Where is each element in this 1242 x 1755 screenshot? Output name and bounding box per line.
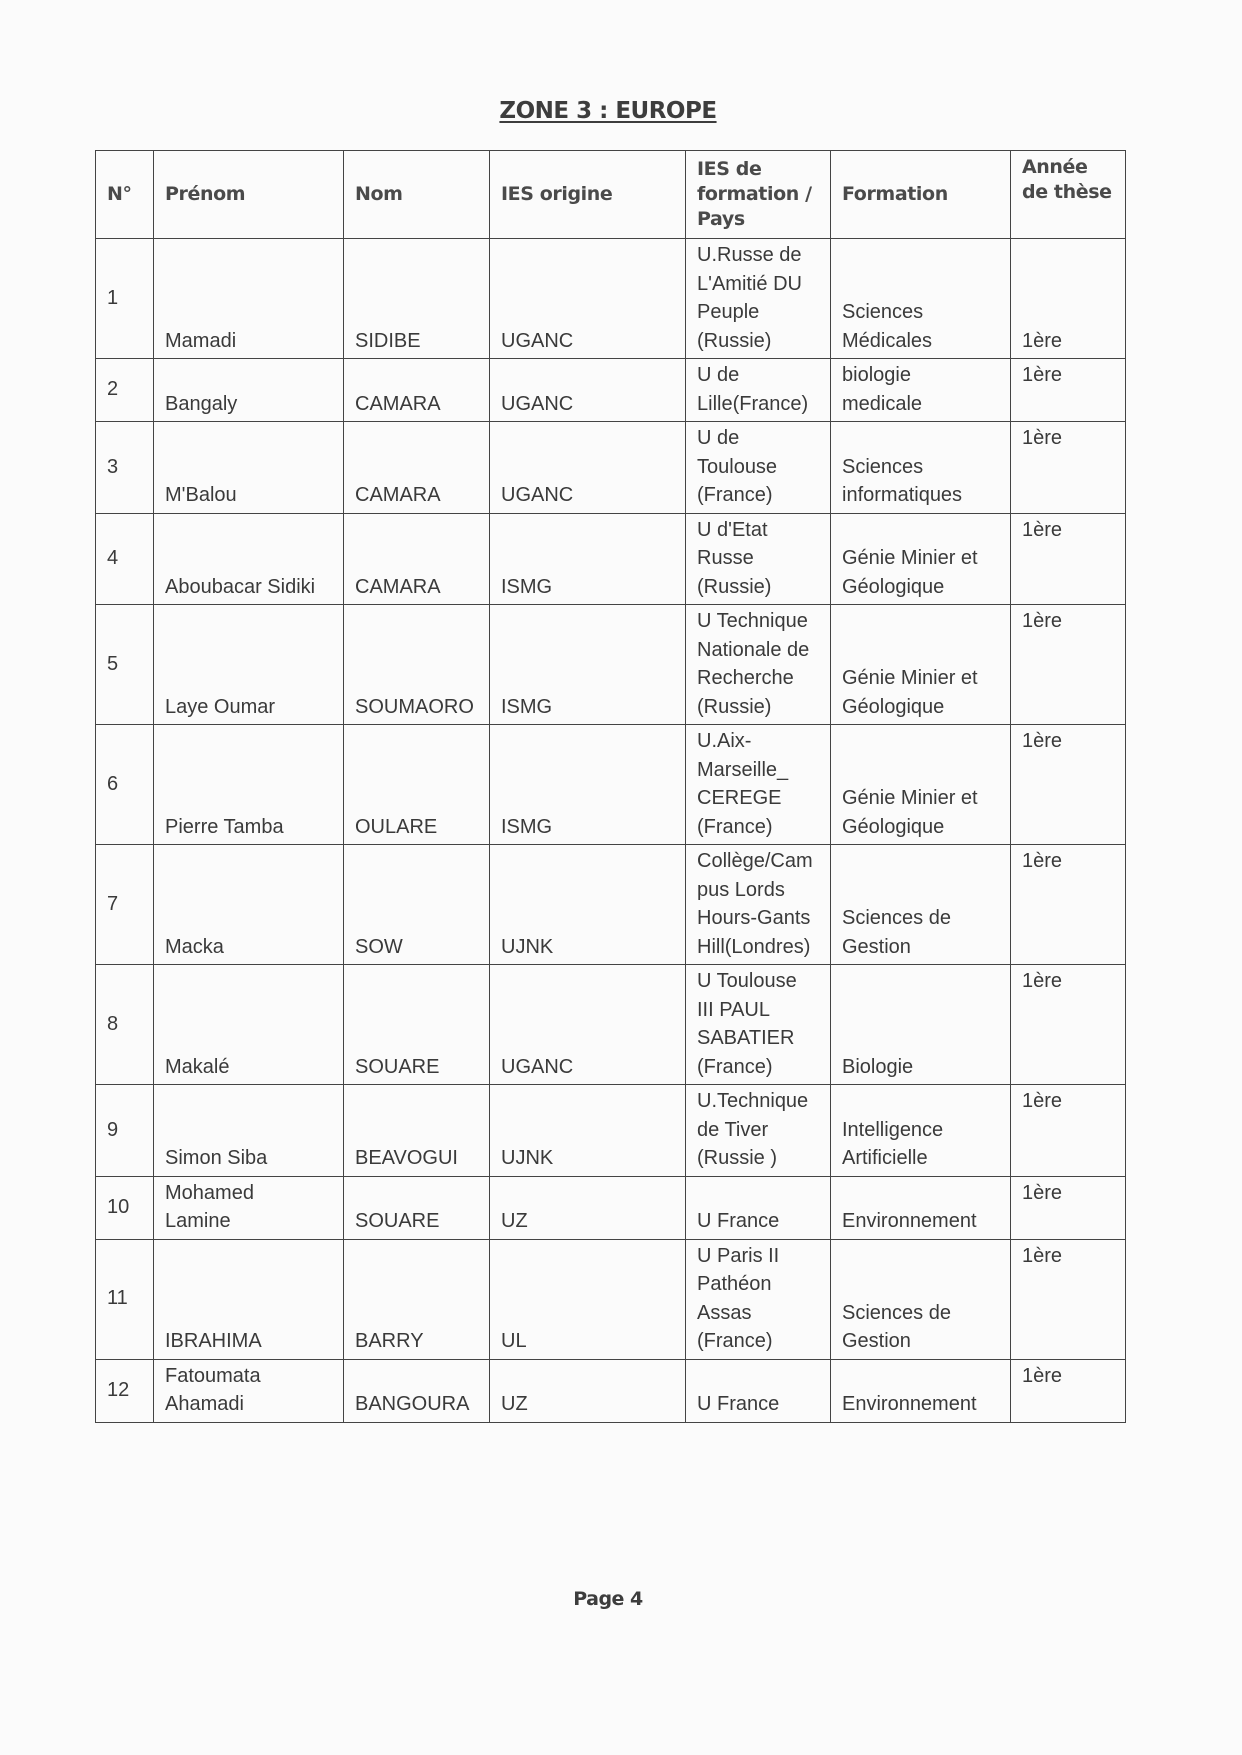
cell-nom: CAMARA xyxy=(344,513,490,605)
cell-ies-formation-line: U de xyxy=(697,364,740,386)
cell-formation xyxy=(831,965,1011,1085)
cell-ies-formation-line: U France xyxy=(697,1393,780,1415)
cell-nom: SOUARE xyxy=(344,1176,490,1239)
cell-ies-formation xyxy=(686,513,831,605)
cell-formation xyxy=(831,1176,1011,1239)
header-annee-line: Année xyxy=(1022,156,1088,178)
table-row xyxy=(96,239,1126,359)
cell-annee: 1ère xyxy=(1011,1085,1126,1177)
cell-ies-formation xyxy=(686,1359,831,1422)
cell-ies-formation-line: Assas xyxy=(697,1301,752,1324)
cell-nom: BARRY xyxy=(344,1239,490,1359)
cell-formation xyxy=(831,359,1011,422)
cell-ies-formation-line: Hill(Londres) xyxy=(697,935,811,958)
table-body xyxy=(96,239,1126,1423)
cell-annee: 1ère xyxy=(1011,1176,1126,1239)
header-num: N° xyxy=(96,151,154,239)
cell-ies-formation-line: (Russie ) xyxy=(697,1147,778,1169)
cell-prenom-line: Aboubacar Sidiki xyxy=(165,575,316,598)
cell-prenom-line: Simon Siba xyxy=(165,1147,268,1169)
cell-annee: 1ère xyxy=(1011,605,1126,725)
cell-prenom xyxy=(154,359,344,422)
header-ies-formation xyxy=(686,151,831,239)
cell-formation xyxy=(831,513,1011,605)
cell-prenom xyxy=(154,239,344,359)
cell-ies-formation-line: (France) xyxy=(697,1330,773,1352)
header-ies-formation-line: Pays xyxy=(697,207,745,230)
cell-ies-formation-line: U Paris II xyxy=(697,1244,780,1267)
cell-ies-formation xyxy=(686,1176,831,1239)
cell-ies-origine: UL xyxy=(490,1239,686,1359)
cell-prenom-line: Makalé xyxy=(165,1055,230,1078)
cell-ies-origine: ISMG xyxy=(490,605,686,725)
cell-ies-formation-line: SABATIER xyxy=(697,1027,795,1049)
cell-ies-formation-line: III PAUL xyxy=(697,998,770,1021)
cell-num: 2 xyxy=(96,359,154,422)
table-row xyxy=(96,359,1126,422)
cell-ies-origine: UZ xyxy=(490,1359,686,1422)
cell-ies-origine: UGANC xyxy=(490,239,686,359)
cell-nom: OULARE xyxy=(344,725,490,845)
cell-annee: 1ère xyxy=(1011,422,1126,514)
cell-ies-formation xyxy=(686,1085,831,1177)
cell-formation-line: Biologie xyxy=(842,1055,914,1078)
cell-prenom-line: Mohamed xyxy=(165,1181,254,1204)
cell-formation xyxy=(831,1359,1011,1422)
header-nom: Nom xyxy=(344,151,490,239)
cell-nom: SOUARE xyxy=(344,965,490,1085)
cell-ies-formation xyxy=(686,845,831,965)
cell-ies-formation-line: Russe xyxy=(697,547,754,569)
table-row xyxy=(96,605,1126,725)
table-row xyxy=(96,1176,1126,1239)
cell-annee: 1ère xyxy=(1011,359,1126,422)
cell-nom: BEAVOGUI xyxy=(344,1085,490,1177)
cell-ies-formation-line: Nationale de xyxy=(697,638,810,661)
cell-prenom-line: Pierre Tamba xyxy=(165,815,284,838)
cell-prenom xyxy=(154,1359,344,1422)
cell-formation xyxy=(831,605,1011,725)
cell-ies-formation-line: (France) xyxy=(697,815,773,838)
cell-ies-formation-line: U.Russe de xyxy=(697,244,802,266)
cell-formation-line: Médicales xyxy=(842,329,933,352)
cell-formation-line: Sciences de xyxy=(842,907,951,929)
cell-ies-formation-line: pus Lords xyxy=(697,878,785,901)
cell-ies-formation xyxy=(686,725,831,845)
cell-ies-origine: UJNK xyxy=(490,1085,686,1177)
cell-prenom-line: Mamadi xyxy=(165,329,237,352)
cell-prenom xyxy=(154,1239,344,1359)
table-row xyxy=(96,422,1126,514)
cell-formation-line: informatiques xyxy=(842,484,963,506)
cell-annee: 1ère xyxy=(1011,725,1126,845)
cell-formation xyxy=(831,239,1011,359)
cell-num: 9 xyxy=(96,1085,154,1177)
cell-ies-formation-line: Marseille_ xyxy=(697,758,789,781)
cell-annee: 1ère xyxy=(1011,513,1126,605)
cell-num: 5 xyxy=(96,605,154,725)
cell-prenom xyxy=(154,605,344,725)
cell-ies-formation xyxy=(686,239,831,359)
header-ies-formation-line: IES de xyxy=(697,157,762,180)
cell-num: 6 xyxy=(96,725,154,845)
cell-prenom-line: M'Balou xyxy=(165,484,237,506)
cell-ies-origine: ISMG xyxy=(490,513,686,605)
cell-formation-line: Intelligence xyxy=(842,1118,944,1141)
cell-ies-origine: UZ xyxy=(490,1176,686,1239)
page-number: Page 4 xyxy=(573,1588,643,1610)
cell-prenom-line: Ahamadi xyxy=(165,1393,244,1415)
cell-prenom-line: Bangaly xyxy=(165,392,238,415)
cell-ies-formation-line: (France) xyxy=(697,1055,773,1078)
cell-formation-line: Sciences xyxy=(842,301,924,323)
cell-nom: SIDIBE xyxy=(344,239,490,359)
cell-formation-line: Génie Minier et xyxy=(842,787,978,809)
cell-ies-formation-line: U de xyxy=(697,427,740,449)
cell-formation-line: biologie xyxy=(842,364,911,386)
cell-prenom xyxy=(154,1085,344,1177)
page-title: ZONE 3 : EUROPE xyxy=(499,98,717,124)
cell-ies-origine: UJNK xyxy=(490,845,686,965)
table-row xyxy=(96,965,1126,1085)
cell-ies-formation xyxy=(686,422,831,514)
cell-ies-formation-line: Recherche xyxy=(697,667,794,689)
cell-ies-formation-line: Peuple xyxy=(697,301,760,323)
cell-prenom xyxy=(154,513,344,605)
cell-num: 10 xyxy=(96,1176,154,1239)
cell-formation-line: Gestion xyxy=(842,935,911,958)
table-row xyxy=(96,1239,1126,1359)
cell-num: 7 xyxy=(96,845,154,965)
cell-nom: SOUMAORO xyxy=(344,605,490,725)
cell-prenom xyxy=(154,845,344,965)
cell-prenom-line: Fatoumata xyxy=(165,1364,261,1387)
header-annee-line: de thèse xyxy=(1022,181,1112,203)
cell-ies-formation-line: Lille(France) xyxy=(697,392,809,415)
table-row xyxy=(96,1359,1126,1422)
cell-num: 4 xyxy=(96,513,154,605)
header-annee xyxy=(1011,151,1126,239)
cell-formation-line: Géologique xyxy=(842,575,945,598)
cell-formation xyxy=(831,422,1011,514)
cell-annee: 1ère xyxy=(1011,1359,1126,1422)
cell-annee: 1ère xyxy=(1011,1239,1126,1359)
cell-nom: SOW xyxy=(344,845,490,965)
cell-ies-formation-line: Toulouse xyxy=(697,455,778,478)
cell-formation xyxy=(831,1085,1011,1177)
table-row xyxy=(96,845,1126,965)
cell-formation-line: Sciences xyxy=(842,455,924,478)
cell-ies-formation xyxy=(686,965,831,1085)
cell-num: 11 xyxy=(96,1239,154,1359)
cell-formation-line: Géologique xyxy=(842,815,945,838)
cell-prenom-line: Macka xyxy=(165,935,224,958)
cell-num: 12 xyxy=(96,1359,154,1422)
cell-prenom xyxy=(154,1176,344,1239)
cell-ies-formation xyxy=(686,359,831,422)
cell-prenom-line: Lamine xyxy=(165,1210,231,1232)
cell-nom: CAMARA xyxy=(344,422,490,514)
cell-ies-origine: ISMG xyxy=(490,725,686,845)
cell-ies-formation-line: Hours-Gants xyxy=(697,907,811,929)
cell-ies-formation-line: (Russie) xyxy=(697,329,772,352)
cell-prenom xyxy=(154,725,344,845)
cell-formation-line: Sciences de xyxy=(842,1301,951,1324)
cell-annee: 1ère xyxy=(1011,965,1126,1085)
cell-formation xyxy=(831,845,1011,965)
cell-formation-line: Environnement xyxy=(842,1393,977,1415)
cell-prenom-line: IBRAHIMA xyxy=(165,1330,262,1352)
cell-formation-line: Géologique xyxy=(842,695,945,718)
cell-ies-formation-line: (Russie) xyxy=(697,575,772,598)
header-prenom: Prénom xyxy=(154,151,344,239)
cell-ies-formation xyxy=(686,605,831,725)
cell-formation xyxy=(831,1239,1011,1359)
cell-nom: CAMARA xyxy=(344,359,490,422)
cell-ies-formation-line: U.Aix- xyxy=(697,730,752,752)
cell-num: 3 xyxy=(96,422,154,514)
cell-formation-line: Gestion xyxy=(842,1330,911,1352)
table-row xyxy=(96,513,1126,605)
cell-ies-formation xyxy=(686,1239,831,1359)
cell-ies-origine: UGANC xyxy=(490,965,686,1085)
cell-ies-formation-line: U France xyxy=(697,1210,780,1232)
cell-formation xyxy=(831,725,1011,845)
cell-ies-origine: UGANC xyxy=(490,422,686,514)
cell-prenom xyxy=(154,965,344,1085)
cell-ies-formation-line: U d'Etat xyxy=(697,518,768,541)
table-header-row xyxy=(96,151,1126,239)
cell-prenom xyxy=(154,422,344,514)
cell-ies-formation-line: CEREGE xyxy=(697,787,782,809)
cell-ies-origine: UGANC xyxy=(490,359,686,422)
cell-num: 8 xyxy=(96,965,154,1085)
cell-annee: 1ère xyxy=(1011,239,1126,359)
cell-ies-formation-line: U.Technique xyxy=(697,1090,809,1112)
zone-europe-table xyxy=(95,150,1126,1423)
cell-formation-line: medicale xyxy=(842,392,923,415)
cell-formation-line: Génie Minier et xyxy=(842,667,978,689)
header-ies-origine: IES origine xyxy=(490,151,686,239)
cell-nom: BANGOURA xyxy=(344,1359,490,1422)
cell-formation-line: Environnement xyxy=(842,1210,977,1232)
header-ies-formation-line: formation / xyxy=(697,182,812,205)
header-formation: Formation xyxy=(831,151,1011,239)
cell-ies-formation-line: U Toulouse xyxy=(697,970,797,992)
cell-ies-formation-line: Pathéon xyxy=(697,1273,772,1295)
cell-ies-formation-line: (Russie) xyxy=(697,695,772,718)
cell-ies-formation-line: Collège/Cam xyxy=(697,850,813,872)
cell-ies-formation-line: L'Amitié DU xyxy=(697,272,802,295)
table-row xyxy=(96,1085,1126,1177)
cell-ies-formation-line: (France) xyxy=(697,484,773,506)
cell-formation-line: Génie Minier et xyxy=(842,547,978,569)
table-row xyxy=(96,725,1126,845)
cell-ies-formation-line: de Tiver xyxy=(697,1118,769,1141)
cell-formation-line: Artificielle xyxy=(842,1147,928,1169)
cell-annee: 1ère xyxy=(1011,845,1126,965)
cell-ies-formation-line: U Technique xyxy=(697,610,808,632)
cell-num: 1 xyxy=(96,239,154,359)
cell-prenom-line: Laye Oumar xyxy=(165,695,276,718)
